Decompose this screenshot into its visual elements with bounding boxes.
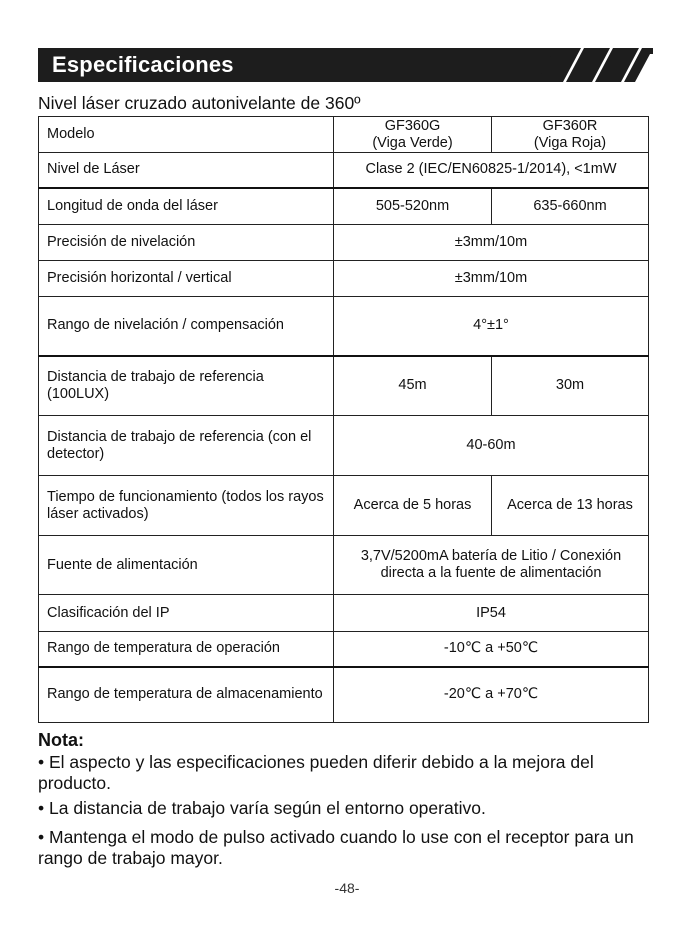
row-label: Rango de temperatura de almacenamiento — [39, 667, 334, 723]
column-header-gf360r — [492, 117, 649, 153]
row-value: ±3mm/10m — [334, 225, 649, 261]
beam-color: (Viga Verde) — [372, 134, 453, 151]
row-value: -20℃ a +70℃ — [334, 667, 649, 723]
section-banner — [38, 48, 648, 82]
table-row — [39, 536, 649, 595]
table-row — [39, 476, 649, 536]
table-row — [39, 261, 649, 297]
model-name: GF360R — [542, 117, 598, 134]
table-row — [39, 416, 649, 476]
row-label: Clasificación del IP — [39, 595, 334, 632]
row-value: IP54 — [334, 595, 649, 632]
column-header-gf360g — [334, 117, 492, 153]
row-label: Fuente de alimentación — [39, 536, 334, 595]
table-row — [39, 595, 649, 632]
table-row — [39, 632, 649, 667]
product-subtitle: Nivel láser cruzado autonivelante de 360º — [38, 93, 361, 113]
banner-stripes-decoration — [528, 48, 653, 82]
row-value: Clase 2 (IEC/EN60825-1/2014), <1mW — [334, 153, 649, 188]
row-value: 3,7V/5200mA batería de Litio / Conexión directa a la fuente de alimentación — [334, 536, 649, 595]
row-value-gf360r: 30m — [492, 356, 649, 416]
row-label: Rango de temperatura de operación — [39, 632, 334, 667]
table-row — [39, 297, 649, 356]
beam-color: (Viga Roja) — [533, 134, 607, 151]
table-row — [39, 356, 649, 416]
row-value-gf360r: Acerca de 13 horas — [492, 476, 649, 536]
row-label: Longitud de onda del láser — [39, 188, 334, 225]
row-value: 4°±1° — [334, 297, 649, 356]
specifications-table — [38, 116, 649, 723]
row-value-gf360g: 505-520nm — [334, 188, 492, 225]
page-number: -48- — [334, 880, 360, 896]
row-value: ±3mm/10m — [334, 261, 649, 297]
row-label: Distancia de trabajo de referencia (con el detector) — [39, 416, 334, 476]
note-item: • Mantenga el modo de pulso activado cuando lo use con el receptor para un rango de trabajo mayor. — [38, 827, 634, 868]
row-label: Nivel de Láser — [39, 153, 334, 188]
row-value: 40-60m — [334, 416, 649, 476]
row-label: Distancia de trabajo de referencia (100LUX) — [39, 356, 334, 416]
table-row — [39, 225, 649, 261]
row-value-gf360g: Acerca de 5 horas — [334, 476, 492, 536]
notes-title: Nota: — [38, 730, 84, 750]
row-label: Precisión horizontal / vertical — [39, 261, 334, 297]
table-row — [39, 667, 649, 723]
table-row — [39, 153, 649, 188]
row-value: -10℃ a +50℃ — [334, 632, 649, 667]
row-label: Tiempo de funcionamiento (todos los rayos láser activados) — [39, 476, 334, 536]
row-label: Rango de nivelación / compensación — [39, 297, 334, 356]
note-item: • La distancia de trabajo varía según el entorno operativo. — [38, 798, 486, 818]
model-name: GF360G — [384, 117, 441, 134]
note-item: • El aspecto y las especificaciones pueden diferir debido a la mejora del producto. — [38, 752, 594, 793]
row-value-gf360g: 45m — [334, 356, 492, 416]
row-label: Precisión de nivelación — [39, 225, 334, 261]
table-row — [39, 117, 649, 153]
page-title: Especificaciones — [52, 52, 234, 77]
row-value-gf360r: 635-660nm — [492, 188, 649, 225]
table-row — [39, 188, 649, 225]
row-label: Modelo — [39, 117, 334, 153]
